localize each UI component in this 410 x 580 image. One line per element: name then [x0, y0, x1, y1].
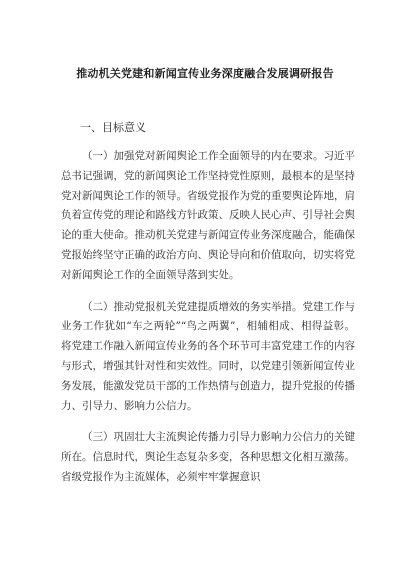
- section-heading: 一、目标意义: [80, 121, 146, 134]
- paragraph-2: （二）推动党报机关党建提质增效的务实举措。党建工作与业务工作犹如“车之两轮”“鸟之两翼”，相辅相成、相得益彰。将党建工作融入新闻宣传业务的各个环节可丰富党建工作的内容与形式，增强其针对性和实效性。同时，以党建引领新闻宣传业务发展，能激发党员干部的工作热情与创造力，提升党报的传播力、引导力、影响力公信力。: [61, 300, 355, 412]
- paragraph-3: （三）巩固壮大主流舆论传播力引导力影响力公信力的关键所在。信息时代，舆论生态复杂多变，各种思想文化相互激荡。省级党报作为主流媒体，必须牢牢掌握意识: [61, 431, 355, 483]
- paragraph-1: （一）加强党对新闻舆论工作全面领导的内在要求。习近平总书记强调，党的新闻舆论工作坚持党性原则，最根本的是坚持党对新闻舆论工作的领导。省级党报作为党的重要舆论阵地，肩负着宣传党的理论和路线方针政策、反映人民心声、引导社会舆论的重大使命。推动机关党建与新闻宣传业务深度融合，能确保党报始终坚守正确的政治方向、舆论导向和价值取向，切实将党对新闻舆论工作的全面领导落到实处。: [61, 150, 355, 281]
- document-title: 推动机关党建和新闻宣传业务深度融合发展调研报告: [76, 67, 334, 80]
- document-body: [61, 120, 355, 500]
